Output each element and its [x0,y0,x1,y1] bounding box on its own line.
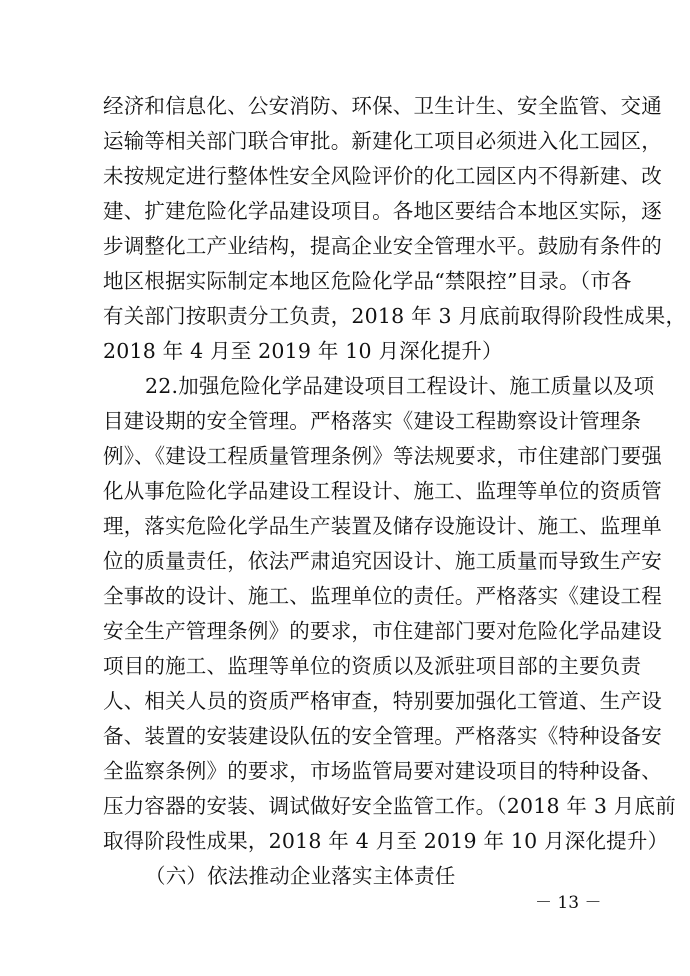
text-line: 全监察条例》的要求，市场监管局要对建设项目的特种设备、 [103,759,662,783]
text-line: 运输等相关部门联合审批。新建化工项目必须进入化工园区， [103,129,662,153]
text-line: 目建设期的安全管理。严格落实《建设工程勘察设计管理条 [103,409,642,433]
text-line: 建、扩建危险化学品建设项目。各地区要结合本地区实际，逐 [103,199,662,223]
section-heading: （六）依法推动企业落实主体责任 [145,864,456,888]
text-line: 例》、《建设工程质量管理条例》等法规要求，市住建部门要强 [103,444,663,468]
text-line: 未按规定进行整体性安全风险评价的化工园区内不得新建、改 [103,164,662,188]
text-line: 步调整化工产业结构，提高企业安全管理水平。鼓励有条件的 [103,234,662,258]
text-line: 人、相关人员的资质严格审查，特别要加强化工管道、生产设 [103,689,662,713]
text-line: 有关部门按职责分工负责，2018 年 3 月底前取得阶段性成果， [103,304,687,328]
text-line: 取得阶段性成果，2018 年 4 月至 2019 年 10 月深化提升） [103,829,669,853]
text-line: 安全生产管理条例》的要求，市住建部门要对危险化学品建设 [103,619,662,643]
text-line: 2018 年 4 月至 2019 年 10 月深化提升） [103,339,503,363]
page-number: － 13 － [535,893,602,913]
text-line: 地区根据实际制定本地区危险化学品“禁限控”目录。（市各 [103,269,632,293]
text-line: 经济和信息化、公安消防、环保、卫生计生、安全监管、交通 [103,94,662,118]
text-line: 化从事危险化学品建设工程设计、施工、监理等单位的资质管 [103,479,662,503]
paragraph-22-first-line: 22.加强危险化学品建设项目工程设计、施工质量以及项 [145,374,655,398]
text-line: 项目的施工、监理等单位的资质以及派驻项目部的主要负责 [103,654,642,678]
text-line: 理，落实危险化学品生产装置及储存设施设计、施工、监理单 [103,514,662,538]
text-line: 全事故的设计、施工、监理单位的责任。严格落实《建设工程 [103,584,662,608]
text-line: 位的质量责任，依法严肃追究因设计、施工质量而导致生产安 [103,549,662,573]
text-line: 压力容器的安装、调试做好安全监管工作。（2018 年 3 月底前 [103,794,676,818]
text-line: 备、装置的安装建设队伍的安全管理。严格落实《特种设备安 [103,724,662,748]
